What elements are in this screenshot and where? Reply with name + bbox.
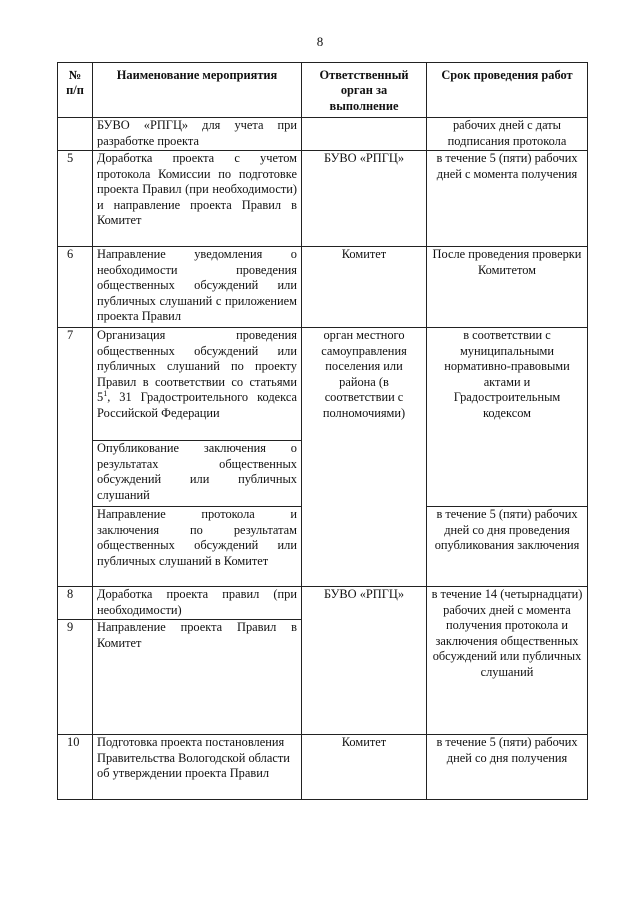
cell-term: в течение 14 (четырнадцати) рабочих дней с момента получения протокола и заключения общественных обсуждений или публичных слушаний — [427, 587, 588, 735]
cell-name: Направление проекта Правил в Комитет — [93, 620, 302, 735]
cell-num: 6 — [58, 247, 93, 328]
cell-name: Направление уведомления о необходимости проведения общественных обсуждений или публичных слушаний с приложением проекта Правил — [93, 247, 302, 328]
cell-name: БУВО «РПГЦ» для учета при разработке проекта — [93, 118, 302, 151]
cell-num: 7 — [58, 328, 93, 587]
cell-term: После проведения проверки Комитетом — [427, 247, 588, 328]
header-org: Ответственный орган за выполнение — [302, 63, 427, 118]
table-row — [58, 247, 588, 328]
cell-name: Опубликование заключения о результатах общественных обсуждений или публичных слушаний — [93, 441, 302, 507]
cell-num — [58, 118, 93, 151]
cell-name — [93, 328, 302, 441]
table-row — [58, 151, 588, 247]
cell-term: в течение 5 (пяти) рабочих дней со дня проведения опубликования заключения — [427, 507, 588, 587]
cell-name-part: , 31 Градостроительного кодекса Российской Федерации — [97, 390, 297, 420]
events-table — [57, 62, 588, 800]
cell-name: Подготовка проекта постановления Правительства Вологодской области об утверждении проекта Правил — [93, 735, 302, 800]
cell-org: БУВО «РПГЦ» — [302, 587, 427, 735]
cell-org: орган местного самоуправления поселения или района (в соответствии с полномочиями) — [302, 328, 427, 587]
cell-org: Комитет — [302, 247, 427, 328]
cell-num: 9 — [58, 620, 93, 735]
cell-name-part: Организация проведения общественных обсуждений или публичных слушаний по проекту Правил в соответствии со статьями 5 — [97, 328, 297, 405]
cell-org — [302, 118, 427, 151]
cell-term: рабочих дней с даты подписания протокола — [427, 118, 588, 151]
table-row — [58, 328, 588, 441]
cell-org: БУВО «РПГЦ» — [302, 151, 427, 247]
table-header-row — [58, 63, 588, 118]
page-number: 8 — [316, 34, 324, 49]
table-row-continued — [58, 118, 588, 151]
cell-num: 8 — [58, 587, 93, 620]
header-num: № п/п — [58, 63, 93, 118]
cell-term: в течение 5 (пяти) рабочих дней со дня получения — [427, 735, 588, 800]
superscript: 1 — [103, 389, 108, 399]
table-row — [58, 587, 588, 620]
cell-num: 10 — [58, 735, 93, 800]
table-row — [58, 735, 588, 800]
cell-name: Доработка проекта правил (при необходимости) — [93, 587, 302, 620]
cell-name: Направление протокола и заключения по результатам общественных обсуждений или публичных слушаний в Комитет — [93, 507, 302, 587]
cell-name: Доработка проекта с учетом протокола Комиссии по подготовке проекта Правил (при необходимости) и направление проекта Правил в Комитет — [93, 151, 302, 247]
cell-org: Комитет — [302, 735, 427, 800]
cell-num: 5 — [58, 151, 93, 247]
header-name: Наименование мероприятия — [93, 63, 302, 118]
header-term: Срок проведения работ — [427, 63, 588, 118]
cell-term: в течение 5 (пяти) рабочих дней с момента получения — [427, 151, 588, 247]
cell-term: в соответствии с муниципальными нормативно-правовыми актами и Градостроительным кодексом — [427, 328, 588, 507]
